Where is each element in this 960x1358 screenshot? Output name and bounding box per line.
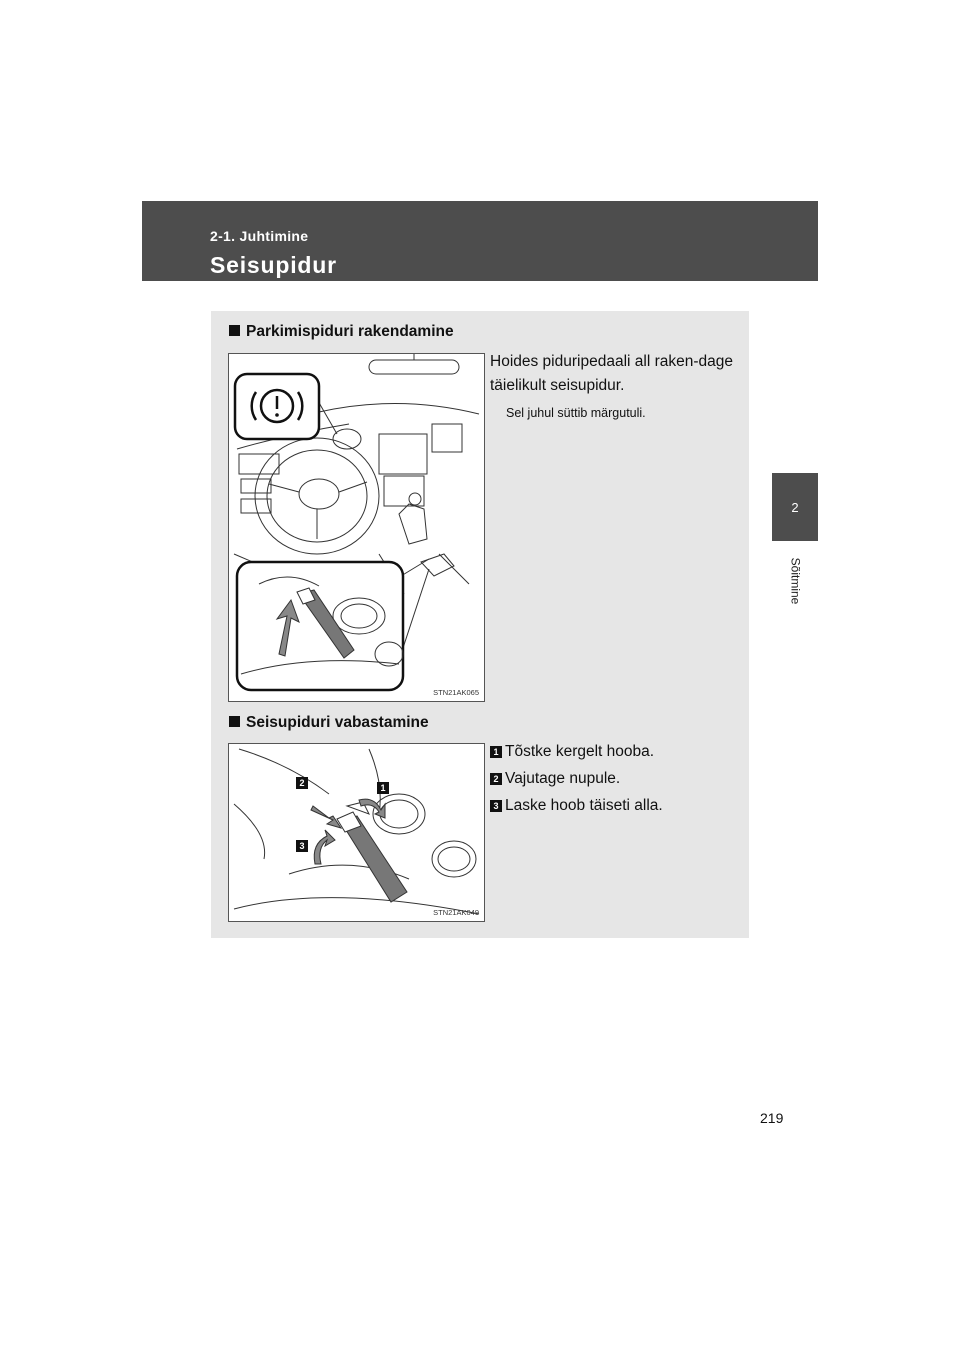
figure-step-2-badge: 2: [296, 777, 308, 789]
heading-apply: Parkimispiduri rakendamine: [229, 323, 454, 341]
step-number-badge: 1: [490, 746, 502, 758]
chapter-label: [768, 546, 822, 616]
square-bullet-icon: [229, 716, 240, 727]
heading-release: Seisupiduri vabastamine: [229, 714, 429, 732]
step-number-badge: 3: [490, 800, 502, 812]
figure-code: STN21AK049: [433, 908, 479, 917]
section-label: 2-1. Juhtimine: [210, 228, 309, 244]
figure-apply-brake: [228, 353, 485, 702]
page-number: 219: [760, 1110, 784, 1126]
step-3: 3 Laske hoob täiseti alla.: [490, 797, 663, 815]
dashboard-illustration: [229, 354, 484, 701]
push-arrow-icon: [311, 806, 341, 828]
figure-step-1-badge: 1: [377, 782, 389, 794]
page-title: Seisupidur: [210, 252, 337, 278]
step-2: 2 Vajutage nupule.: [490, 770, 620, 788]
chapter-tab: [772, 473, 818, 541]
down-arrow-icon: [314, 830, 335, 864]
apply-note: Sel juhul süttib märgutuli.: [506, 406, 646, 420]
step-number-badge: 2: [490, 773, 502, 785]
content-box: [211, 311, 749, 938]
figure-step-3-badge: 3: [296, 840, 308, 852]
chapter-label-text: Sõitmine: [788, 557, 802, 605]
chapter-number: 2: [791, 499, 799, 515]
apply-paragraph: Hoides piduripedaali all raken-dage täielikult seisupidur.: [490, 353, 733, 394]
lever-illustration: [229, 744, 484, 921]
header-bar: [142, 201, 818, 281]
square-bullet-icon: [229, 325, 240, 336]
figure-code: STN21AK065: [433, 688, 479, 697]
figure-release-brake: [228, 743, 485, 922]
step-1: 1 Tõstke kergelt hooba.: [490, 743, 654, 761]
